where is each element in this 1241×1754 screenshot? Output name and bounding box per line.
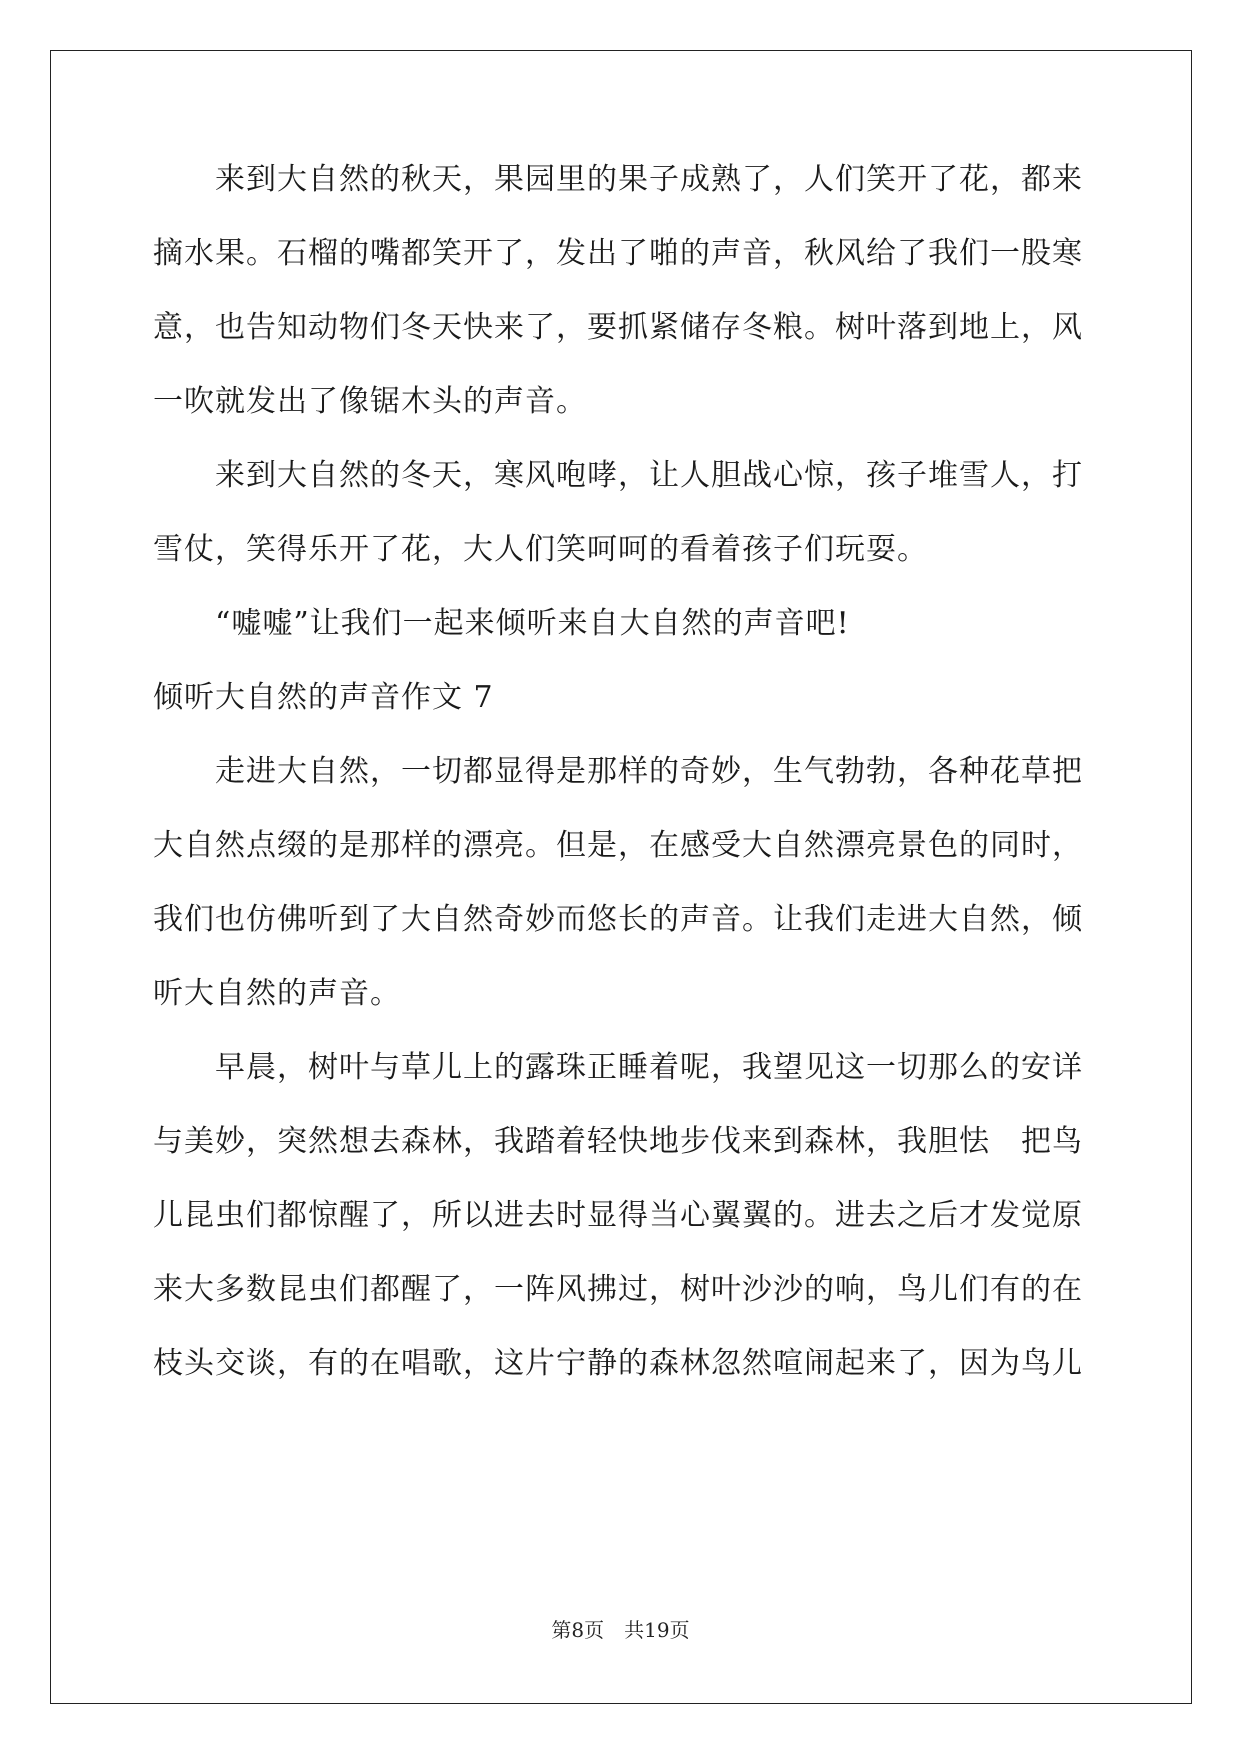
text-line: 雪仗，笑得乐开了花，大人们笑呵呵的看着孩子们玩耍。 <box>153 532 928 567</box>
text-line: 来到大自然的秋天，果园里的果子成熟了，人们笑开了花，都来 <box>153 162 1083 197</box>
text-line: 一吹就发出了像锯木头的声音。 <box>153 384 587 419</box>
page-footer: 第8页 共19页 <box>551 1618 690 1642</box>
text-line: 意，也告知动物们冬天快来了，要抓紧储存冬粮。树叶落到地上，风 <box>153 310 1083 345</box>
text-line: 听大自然的声音。 <box>153 976 401 1011</box>
text-line: 来到大自然的冬天，寒风咆哮，让人胆战心惊，孩子堆雪人，打 <box>153 458 1083 493</box>
text-line: 大自然点缀的是那样的漂亮。但是，在感受大自然漂亮景色的同时， <box>153 828 1083 863</box>
text-line: 儿昆虫们都惊醒了，所以进去时显得当心翼翼的。进去之后才发觉原 <box>153 1198 1083 1233</box>
text-line: “嘘嘘”让我们一起来倾听来自大自然的声音吧! <box>153 606 850 641</box>
text-line: 与美妙，突然想去森林，我踏着轻快地步伐来到森林，我胆怯 把鸟 <box>153 1124 1083 1159</box>
page-border <box>50 50 1192 1704</box>
text-line: 走进大自然，一切都显得是那样的奇妙，生气勃勃，各种花草把 <box>153 754 1083 789</box>
text-line: 枝头交谈，有的在唱歌，这片宁静的森林忽然喧闹起来了，因为鸟儿 <box>153 1346 1083 1381</box>
section-heading: 倾听大自然的声音作文 7 <box>153 680 494 715</box>
text-line: 摘水果。石榴的嘴都笑开了，发出了啪的声音，秋风给了我们一股寒 <box>153 236 1083 271</box>
text-line: 来大多数昆虫们都醒了，一阵风拂过，树叶沙沙的响，鸟儿们有的在 <box>153 1272 1083 1307</box>
text-line: 我们也仿佛听到了大自然奇妙而悠长的声音。让我们走进大自然，倾 <box>153 902 1083 937</box>
text-line: 早晨，树叶与草儿上的露珠正睡着呢，我望见这一切那么的安详 <box>153 1050 1083 1085</box>
